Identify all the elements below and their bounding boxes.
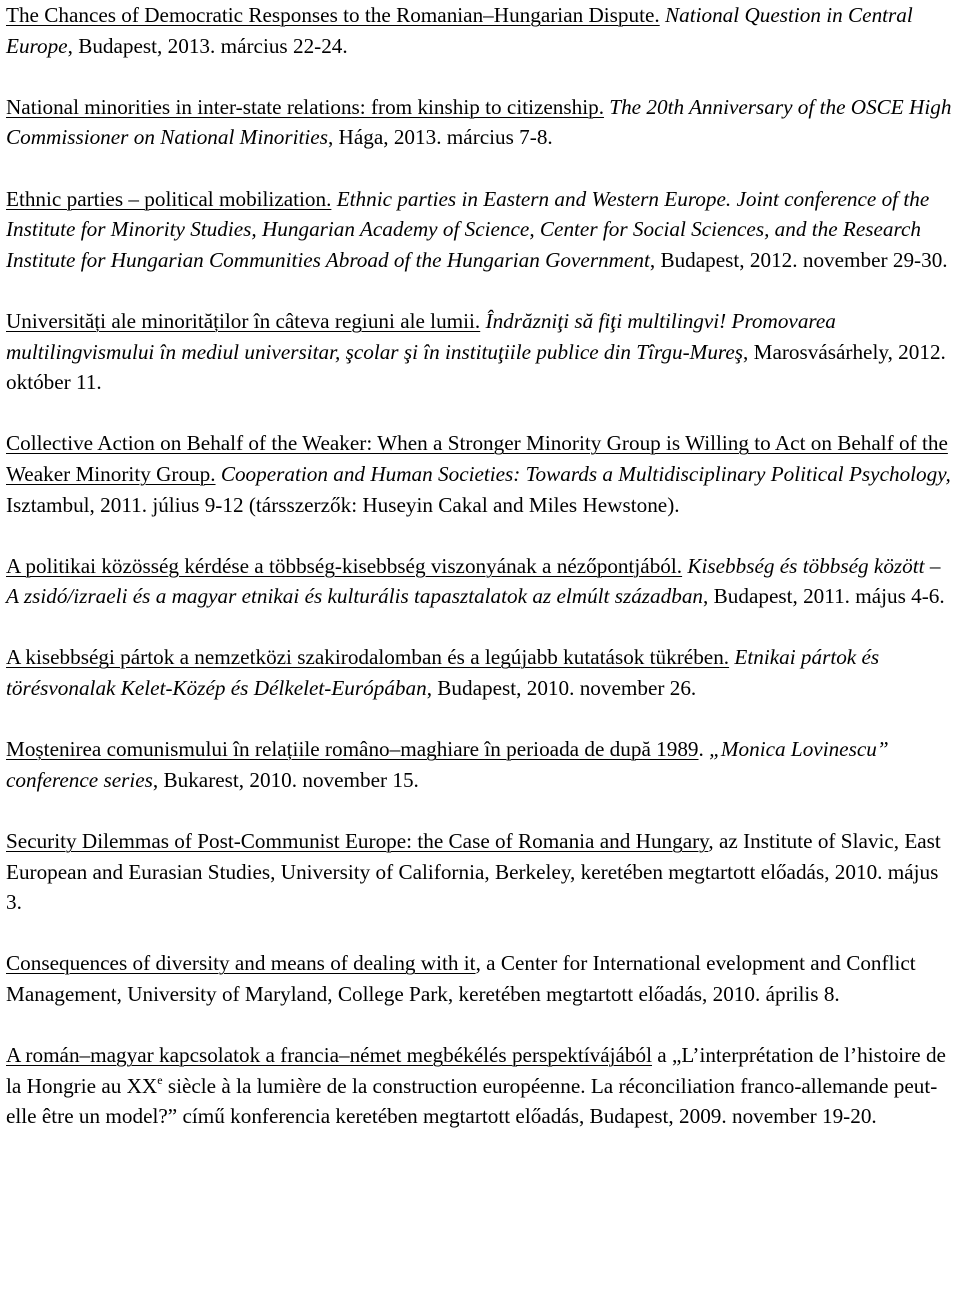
- entry-separator: .: [698, 737, 710, 762]
- entry-details-continued: siècle à la lumière de la construction européenne. La réconciliation franco-allemande peut-elle être un model?” című konferencia keretében megtartott előadás, Budapest, 2009. november 19-20.: [6, 1073, 938, 1129]
- entry-title: Universități ale minorităților în câteva regiuni ale lumii.: [6, 308, 481, 333]
- entry-title: Consequences of diversity and means of dealing with it: [6, 951, 476, 976]
- list-item: [6, 551, 954, 612]
- list-item: [6, 948, 954, 1009]
- list-item: [6, 734, 954, 795]
- entry-title: A kisebbségi pártok a nemzetközi szakirodalomban és a legújabb kutatások tükrében.: [6, 645, 730, 670]
- entry-venue: Etnikai pártok és törésvonalak Kelet-Közép és Délkelet-Európában: [6, 645, 880, 701]
- entry-details: , Budapest, 2011. május 4-6.: [703, 584, 945, 609]
- entry-title: Collective Action on Behalf of the Weaker: When a Stronger Minority Group is Willing to Act on Behalf of the Weaker Minority Group.: [6, 431, 948, 486]
- entry-title: Moștenirea comunismului în relațiile româno–maghiare în perioada de după 1989: [6, 737, 699, 762]
- entry-details: a „L’interprétation de l’histoire de la Hongrie au XX: [6, 1043, 946, 1098]
- list-item: [6, 306, 954, 398]
- entry-details: , Hága, 2013. március 7-8.: [327, 125, 553, 150]
- list-item: [6, 428, 954, 520]
- superscript-e: e: [157, 1072, 163, 1087]
- list-item: [6, 826, 954, 918]
- entry-venue: The 20th Anniversary of the OSCE High Commissioner on National Minorities: [6, 94, 952, 150]
- entry-venue: Ethnic parties in Eastern and Western Europe. Joint conference of the Institute for Minority Studies, Hungarian Academy of Science, Center for Social Sciences, and the Research Institute for Hungarian Communities Abroad of the Hungarian Government: [6, 186, 930, 272]
- entry-details: , Bukarest, 2010. november 15.: [152, 767, 419, 792]
- entry-details: , Budapest, 2010. november 26.: [426, 676, 697, 701]
- entry-details: , Budapest, 2013. március 22-24.: [67, 33, 348, 58]
- entry-venue: Cooperation and Human Societies: Towards a Multidisciplinary Political Psychology,: [220, 461, 951, 486]
- list-item: [6, 92, 954, 153]
- entry-title: The Chances of Democratic Responses to the Romanian–Hungarian Dispute.: [6, 3, 660, 27]
- list-item: [6, 0, 954, 61]
- list-item: [6, 1040, 954, 1132]
- list-item: [6, 642, 954, 703]
- entry-details: , Marosvásárhely, 2012. október 11.: [6, 339, 946, 395]
- entry-venue: Îndrăzniţi să fiţi multilingvi! Promovarea multilingvismului în mediul universitar, şcolar şi în instituţiile publice din Tîrgu-Mureş: [6, 308, 836, 364]
- entry-title: Security Dilemmas of Post-Communist Europe: the Case of Romania and Hungary: [6, 829, 709, 854]
- entry-title: National minorities in inter-state relations: from kinship to citizenship.: [6, 94, 604, 119]
- entry-title: Ethnic parties – political mobilization.: [6, 186, 332, 211]
- entry-details: , a Center for International evelopment and Conflict Management, University of Maryland, College Park, keretében megtartott előadás, 2010. április 8.: [6, 951, 916, 1006]
- entry-venue: Kisebbség és többség között – A zsidó/izraeli és a magyar etnikai és kulturális tapasztalatok az elmúlt században: [6, 553, 941, 609]
- entry-venue: „Monica Lovinescu” conference series: [6, 737, 889, 792]
- entry-title: A román–magyar kapcsolatok a francia–német megbékélés perspektívájából: [6, 1043, 652, 1068]
- entry-details: Isztambul, 2011. július 9-12 (társszerzők: Huseyin Cakal and Miles Hewstone).: [6, 492, 680, 517]
- entry-title: A politikai közösség kérdése a többség-kisebbség viszonyának a nézőpontjából.: [6, 553, 683, 578]
- list-item: [6, 184, 954, 276]
- entry-venue: National Question in Central Europe: [6, 3, 913, 58]
- entry-details: , az Institute of Slavic, East European and Eurasian Studies, University of California, Berkeley, keretében megtartott előadás, 2010. május 3.: [6, 829, 941, 915]
- entry-details: , Budapest, 2012. november 29-30.: [649, 247, 948, 272]
